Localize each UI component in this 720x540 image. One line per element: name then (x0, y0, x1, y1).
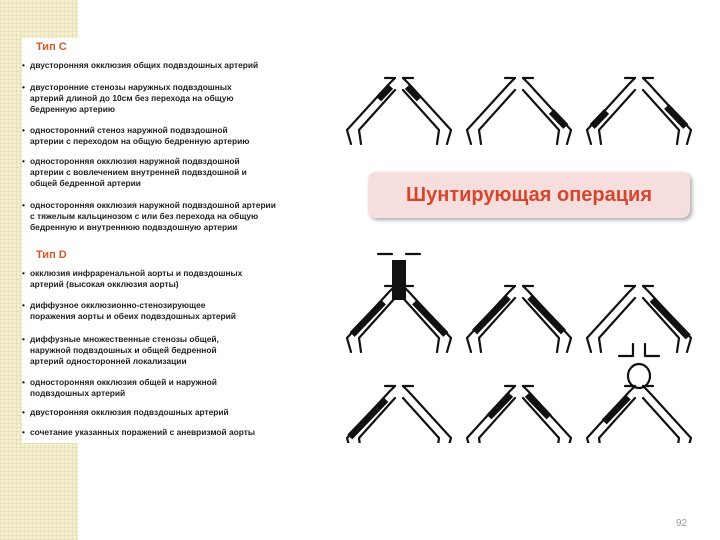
type-d-item-text: сочетание указанных поражений с аневризмой аорты (30, 427, 256, 437)
slide-image (22, 38, 702, 443)
bullet: • (22, 60, 25, 70)
aortic-occlusion (392, 260, 406, 300)
type-d-item-text: диффузные множественные стенозы общей, наружной подвздошных и общей бедренной артерий односторонней локализации (30, 334, 219, 366)
occlusion-segment (350, 400, 386, 438)
callout-text: Шунтирующая операция (405, 183, 653, 206)
bullet: • (22, 300, 25, 310)
bullet: • (22, 156, 25, 166)
bullet: • (22, 334, 25, 344)
type-c-item-text: двусторонние стенозы наружных подвздошных артерий длиной до 10см без перехода на общую бедренную артерию (30, 82, 234, 114)
type-d-item-text: односторонняя окклюзия общей и наружной подвздошных артерий (30, 377, 217, 398)
bullet: • (22, 82, 25, 92)
callout-box (368, 172, 690, 218)
bullet: • (22, 427, 25, 437)
artery-lesion-diagrams (22, 38, 702, 443)
bullet: • (22, 200, 25, 210)
bullet: • (22, 125, 25, 135)
aorta-clamp (619, 344, 659, 356)
bullet: • (22, 268, 25, 278)
aortic-aneurysm (628, 364, 650, 388)
bullet: • (22, 407, 25, 417)
type-d-item-text: диффузное окклюзионно-стенозирующее поражения аорты и обеих подвздошных артерий (30, 300, 236, 321)
artery-wall (523, 78, 571, 144)
page-number: 92 (676, 518, 688, 529)
type-c-heading: Тип С (36, 41, 67, 53)
type-d-item-text: окклюзия инфраренальной аорты и подвздошных артерий (высокая окклюзия аорты) (30, 268, 243, 289)
artery-wall (643, 386, 691, 443)
artery-wall (587, 286, 635, 352)
type-c-item-text: односторонняя окклюзия наружной подвздошной артерии с вовлечением внутренней подвздошной и общей бедренной артерии (30, 156, 247, 188)
type-d-heading: Тип D (36, 249, 67, 261)
occlusion-segment (475, 297, 509, 332)
type-c-item-text: односторонняя окклюзия наружной подвздошной артерии с тяжелым кальцинозом с или без перехода на общую бедренную и внутреннюю подвздошную артерии (30, 200, 276, 232)
type-c-item-text: двусторонняя окклюзия общих подвздошных артерий (30, 60, 259, 70)
occlusion-segment (652, 300, 688, 338)
occlusion-segment (667, 107, 686, 127)
type-c-item-text: односторонний стеноз наружной подвздошной артерии с переходом на общую бедренную артерию (30, 125, 250, 146)
artery-wall (587, 78, 635, 144)
artery-wall (467, 78, 515, 144)
occlusion-segment (530, 297, 564, 332)
artery-wall (403, 386, 451, 443)
type-d-item-text: двусторонняя окклюзия подвздошных артерий (30, 407, 229, 417)
bullet: • (22, 377, 25, 387)
